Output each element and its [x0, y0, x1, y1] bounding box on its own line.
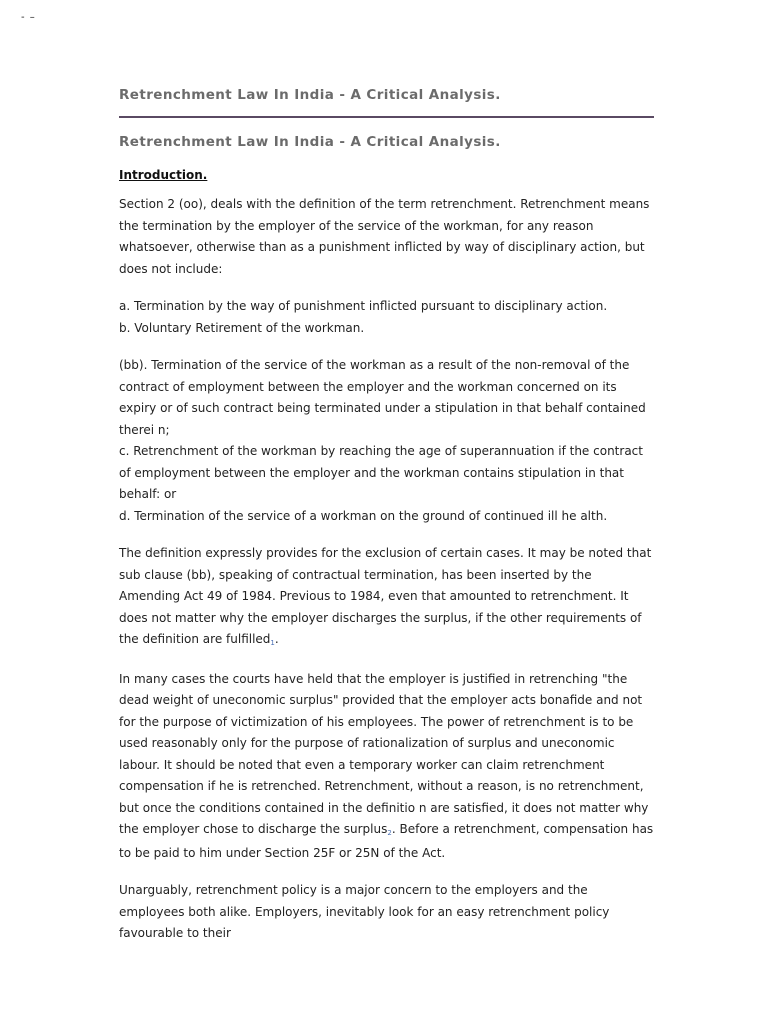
paragraph-courts [119, 669, 654, 865]
footnote-link-2[interactable]: 2 [387, 829, 392, 837]
paragraph-exclusions [119, 543, 654, 653]
footnote-link-1[interactable]: 1 [270, 639, 275, 647]
paragraph-courts-text: In many cases the courts have held that the employer is justified in retrenching "the dead weight of uneconomic surplus" provided that the employer acts bonafide and not for the purpose of victimization of his employees. The power of retrenchment is to be used reasonably only for the purpose of rationalization of surplus and uneconomic labour. It should be noted that even a temporary worker can claim retrenchment compensation if he is retrenched. Retrenchment, without a reason, is no retrenchment, but once the conditions contained in the definitio n are satisfied, it does not matter why the employer chose to discharge the surplus [119, 671, 649, 836]
paragraph-courts-end: . Before a retrenchment, compensation has to be paid to him under Section 25F or 25N of the Act. [119, 822, 654, 860]
header-divider [119, 116, 654, 118]
paragraph-policy: Unarguably, retrenchment policy is a major concern to the employers and the employees both alike. Employers, inevitably look for an easy retrenchment policy favourable to their [119, 883, 610, 940]
list-item-c: c. Retrenchment of the workman by reaching the age of superannuation if the contract of employment between the employer and the workman contains stipulation in that behalf: or [119, 444, 643, 501]
paragraph-exclusions-end: . [274, 632, 279, 646]
corner-mark: - – [21, 12, 36, 23]
document-page [119, 86, 654, 945]
list-item-bb: (bb). Termination of the service of the workman as a result of the non-removal of the contract of employment between the employer and the workman concerned on its expiry or of such contract being terminated under a stipulation in that behalf contained therei n; [119, 358, 646, 437]
paragraph-definition: Section 2 (oo), deals with the definition of the term retrenchment. Retrenchment means the termination by the employer of the service of the workman, for any reason whatsoever, otherwise than as a punishment inflicted by way of disciplinary action, but does not include: [119, 197, 650, 276]
list-item-a: a. Termination by the way of punishment inflicted pursuant to disciplinary action. [119, 299, 608, 313]
list-item-b: b. Voluntary Retirement of the workman. [119, 320, 365, 335]
header-title: Retrenchment Law In India - A Critical Analysis. [119, 87, 501, 103]
paragraph-exclusions-text: The definition expressly provides for the exclusion of certain cases. It may be noted that sub clause (bb), speaking of contractual termination, has been inserted by the Amending Act 49 of 1984. Previous to 1984, even that amounted to retrenchment. It does not matter why the employer discharges the surplus, if the other requirements of the definition are fulfilled [119, 546, 652, 646]
document-title: Retrenchment Law In India - A Critical Analysis. [119, 134, 501, 150]
section-heading-introduction: Introduction. [119, 168, 208, 182]
list-item-d: d. Termination of the service of a workman on the ground of continued ill he alth. [119, 508, 608, 523]
